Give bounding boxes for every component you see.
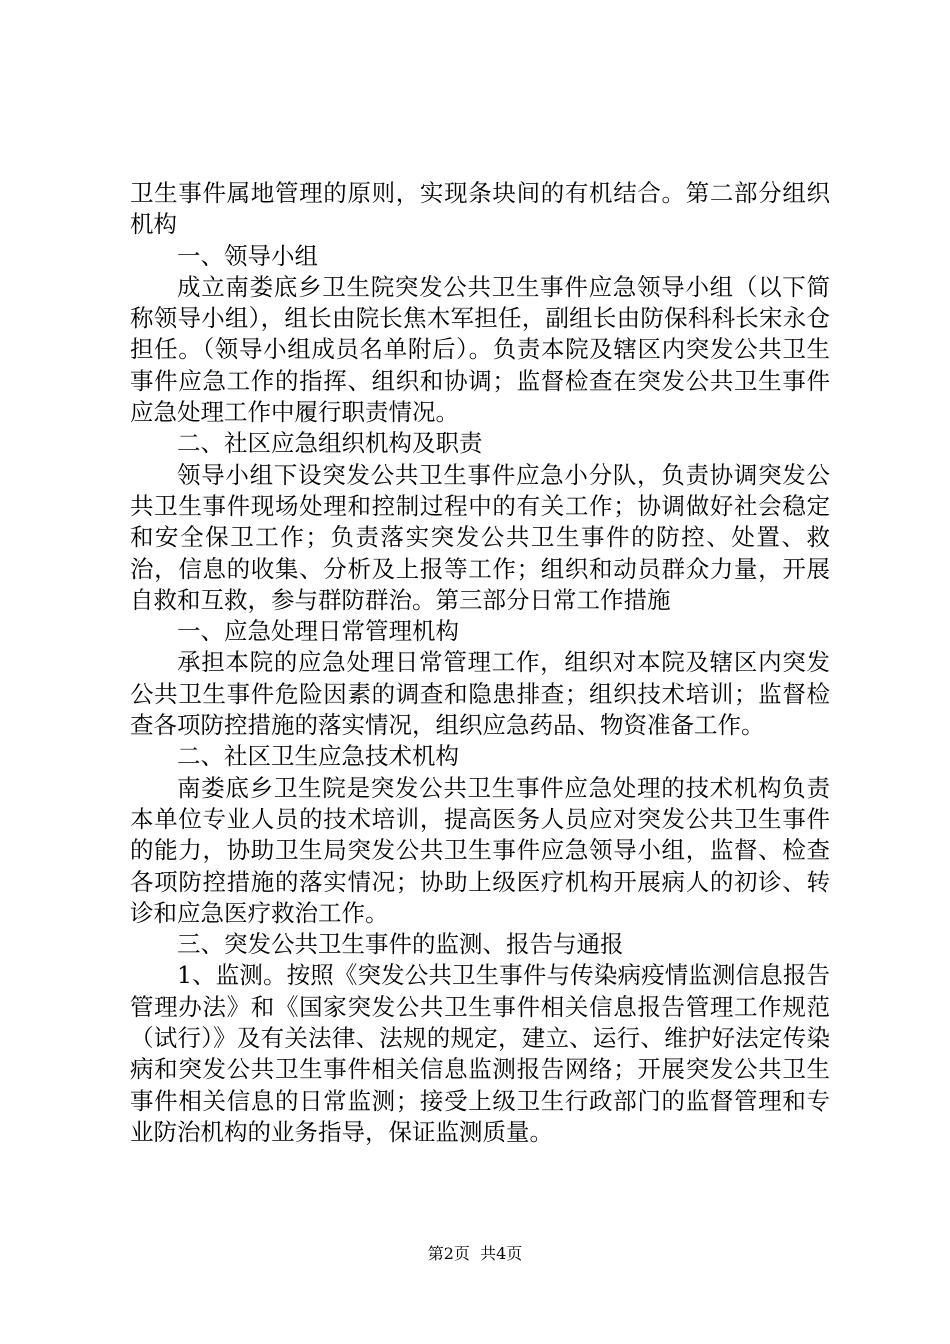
heading-daily-management: 一、应急处理日常管理机构	[177, 617, 459, 646]
paragraph-daily-management: 承担本院的应急处理日常管理工作，组织对本院及辖区内突发公共卫生事件危险因素的调查和隐患排查；组织技术培训；监督检查各项防控措施的落实情况，组织应急药品、物资准备工作。	[130, 648, 830, 740]
paragraph-community-organization: 领导小组下设突发公共卫生事件应急小分队，负责协调突发公共卫生事件现场处理和控制过程中的有关工作；协调做好社会稳定和安全保卫工作；负责落实突发公共卫生事件的防控、处置、救治，信息的收集、分析及上报等工作；组织和动员群众力量，开展自救和互救，参与群防群治。第三部分日常工作措施	[130, 460, 830, 614]
heading-monitoring-reporting: 三、突发公共卫生事件的监测、报告与通报	[177, 930, 624, 959]
paragraph-leadership-group: 成立南娄底乡卫生院突发公共卫生事件应急领导小组（以下简称领导小组），组长由院长焦木军担任，副组长由防保科科长宋永仓担任。（领导小组成员名单附后）。负责本院及辖区内突发公共卫生事件应急工作的指挥、组织和协调；监督检查在突发公共卫生事件应急处理工作中履行职责情况。	[130, 272, 830, 427]
heading-leadership-group: 一、领导小组	[177, 241, 318, 270]
paragraph-monitoring: 1、监测。按照《突发公共卫生事件与传染病疫情监测信息报告管理办法》和《国家突发公共卫生事件相关信息报告管理工作规范（试行）》及有关法律、法规的规定，建立、运行、维护好法定传染病和突发公共卫生事件相关信息监测报告网络；开展突发公共卫生事件相关信息的日常监测；接受上级卫生行政部门的监督管理和专业防治机构的业务指导，保证监测质量。	[130, 961, 830, 1146]
paragraph-1: 卫生事件属地管理的原则，实现条块间的有机结合。第二部分组织机构	[130, 179, 830, 239]
heading-technical-agency: 二、社区卫生应急技术机构	[177, 742, 459, 771]
page-footer	[0, 1244, 950, 1264]
paragraph-technical-agency: 南娄底乡卫生院是突发公共卫生事件应急处理的技术机构负责本单位专业人员的技术培训，提高医务人员应对突发公共卫生事件的能力，协助卫生局突发公共卫生事件应急领导小组，监督、检查各项防控措施的落实情况；协助上级医疗机构开展病人的初诊、转诊和应急医疗救治工作。	[130, 773, 830, 927]
heading-community-organization: 二、社区应急组织机构及职责	[177, 429, 483, 458]
document-body	[130, 178, 830, 1148]
page-number: 第2页 共4页	[427, 1244, 523, 1263]
